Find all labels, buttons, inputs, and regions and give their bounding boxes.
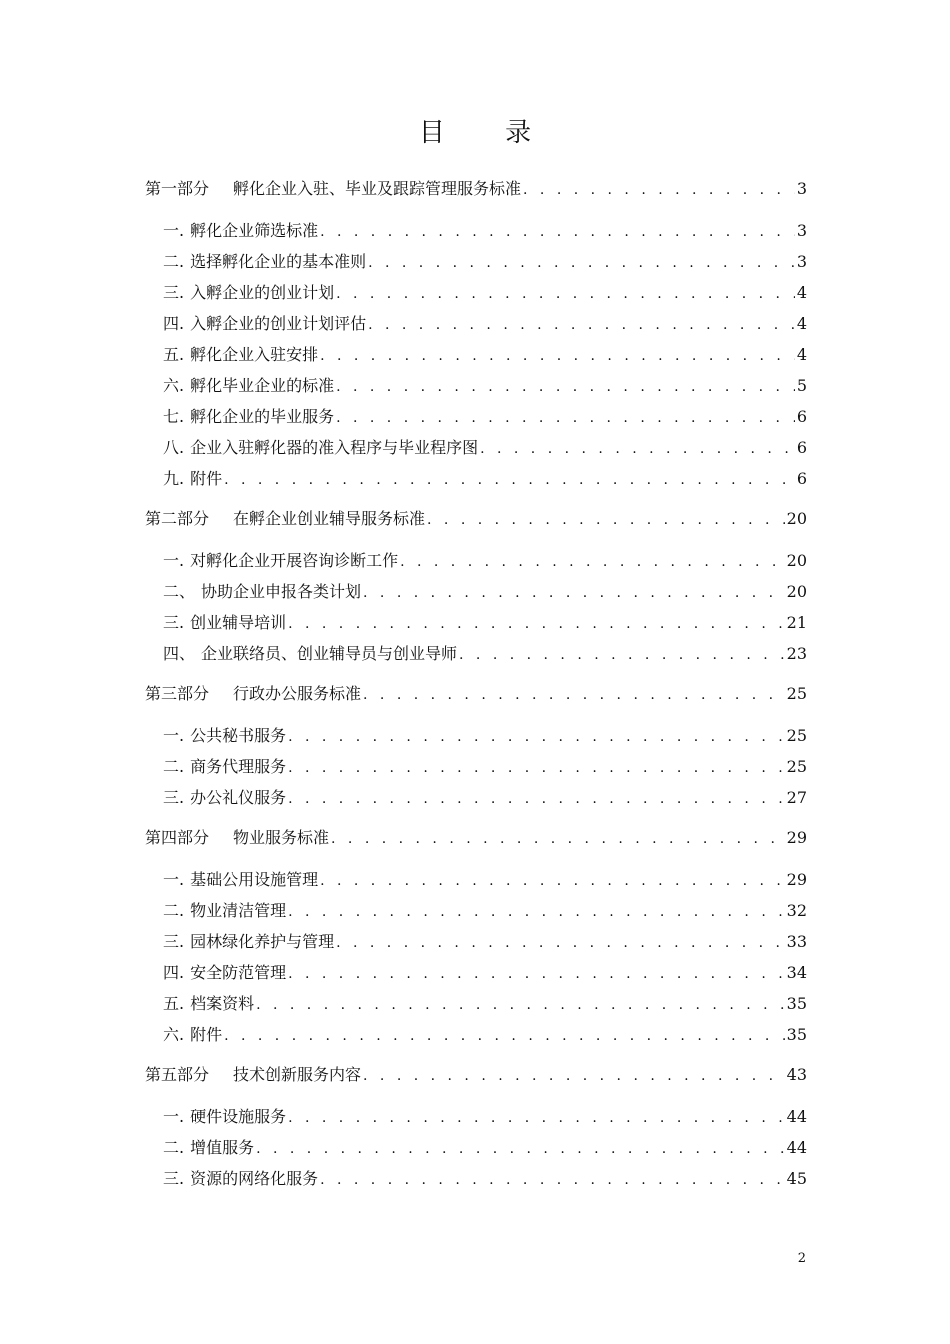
dot-leader bbox=[288, 1103, 785, 1134]
item-page-ref: 23 bbox=[786, 644, 807, 663]
toc-item-entry[interactable] bbox=[163, 339, 807, 370]
item-page-ref: 4 bbox=[796, 314, 807, 333]
part-title: 在孵企业创业辅导服务标准 bbox=[233, 509, 426, 528]
toc-item-entry[interactable] bbox=[163, 751, 807, 782]
toc-item-entry[interactable] bbox=[163, 246, 807, 277]
dot-leader bbox=[331, 823, 785, 855]
item-title: 硬件设施服务 bbox=[190, 1107, 287, 1126]
dot-leader bbox=[320, 341, 795, 372]
item-number: 三. bbox=[163, 613, 185, 632]
toc-item-entry[interactable] bbox=[163, 463, 807, 494]
item-title: 孵化企业入驻安排 bbox=[190, 345, 319, 364]
toc-item-entry[interactable] bbox=[163, 215, 807, 246]
item-title: 孵化企业的毕业服务 bbox=[190, 407, 335, 426]
dot-leader bbox=[368, 310, 795, 341]
item-number: 二. bbox=[163, 757, 185, 776]
toc-item-entry[interactable] bbox=[163, 607, 807, 638]
toc-item-entry[interactable] bbox=[163, 576, 807, 607]
dot-leader bbox=[363, 1060, 785, 1092]
item-number: 四. bbox=[163, 963, 185, 982]
item-number: 六. bbox=[163, 1025, 185, 1044]
item-number: 八. bbox=[163, 438, 185, 457]
item-title: 办公礼仪服务 bbox=[190, 788, 287, 807]
item-number: 三. bbox=[163, 1169, 185, 1188]
item-title: 商务代理服务 bbox=[190, 757, 287, 776]
dot-leader bbox=[320, 866, 785, 897]
item-page-ref: 29 bbox=[786, 870, 807, 889]
toc-item-entry[interactable] bbox=[163, 1101, 807, 1132]
toc-part-entry[interactable] bbox=[145, 822, 807, 854]
item-number: 一. bbox=[163, 726, 185, 745]
toc-item-entry[interactable] bbox=[163, 432, 807, 463]
item-page-ref: 4 bbox=[796, 283, 807, 302]
part-number: 第三部分 bbox=[145, 684, 210, 703]
dot-leader bbox=[256, 1134, 785, 1165]
item-page-ref: 6 bbox=[796, 438, 807, 457]
toc-item-entry[interactable] bbox=[163, 988, 807, 1019]
item-number: 一. bbox=[163, 870, 185, 889]
item-title: 档案资料 bbox=[190, 994, 255, 1013]
item-number: 五. bbox=[163, 345, 185, 364]
item-page-ref: 27 bbox=[786, 788, 807, 807]
item-page-ref: 25 bbox=[786, 726, 807, 745]
dot-leader bbox=[336, 403, 795, 434]
item-number: 一. bbox=[163, 1107, 185, 1126]
item-page-ref: 35 bbox=[786, 994, 807, 1013]
part-page-ref: 25 bbox=[786, 684, 807, 703]
item-page-ref: 44 bbox=[786, 1107, 807, 1126]
toc-item-entry[interactable] bbox=[163, 957, 807, 988]
item-page-ref: 3 bbox=[796, 221, 807, 240]
item-page-ref: 34 bbox=[786, 963, 807, 982]
dot-leader bbox=[288, 609, 785, 640]
toc-item-entry[interactable] bbox=[163, 638, 807, 669]
part-number: 第一部分 bbox=[145, 179, 210, 198]
part-title: 孵化企业入驻、毕业及跟踪管理服务标准 bbox=[233, 179, 522, 198]
dot-leader bbox=[400, 547, 785, 578]
item-title: 安全防范管理 bbox=[190, 963, 287, 982]
toc-item-entry[interactable] bbox=[163, 864, 807, 895]
item-title: 协助企业申报各类计划 bbox=[201, 582, 362, 601]
item-page-ref: 33 bbox=[786, 932, 807, 951]
item-page-ref: 6 bbox=[796, 469, 807, 488]
dot-leader bbox=[320, 1165, 785, 1196]
item-number: 五. bbox=[163, 994, 185, 1013]
item-number: 七. bbox=[163, 407, 185, 426]
dot-leader bbox=[288, 959, 785, 990]
item-number: 九. bbox=[163, 469, 185, 488]
toc-item-entry[interactable] bbox=[163, 1132, 807, 1163]
item-number: 二、 bbox=[163, 582, 196, 601]
toc-item-entry[interactable] bbox=[163, 277, 807, 308]
item-title: 企业入驻孵化器的准入程序与毕业程序图 bbox=[190, 438, 479, 457]
part-page-ref: 3 bbox=[796, 179, 807, 198]
dot-leader bbox=[320, 217, 795, 248]
toc-item-entry[interactable] bbox=[163, 370, 807, 401]
item-page-ref: 6 bbox=[796, 407, 807, 426]
dot-leader bbox=[288, 784, 785, 815]
toc-part-entry[interactable] bbox=[145, 678, 807, 710]
dot-leader bbox=[288, 753, 785, 784]
item-page-ref: 20 bbox=[786, 582, 807, 601]
dot-leader bbox=[256, 990, 785, 1021]
dot-leader bbox=[363, 578, 785, 609]
item-title: 资源的网络化服务 bbox=[190, 1169, 319, 1188]
toc-part-entry[interactable] bbox=[145, 503, 807, 535]
toc-item-entry[interactable] bbox=[163, 895, 807, 926]
dot-leader bbox=[336, 279, 795, 310]
item-page-ref: 21 bbox=[786, 613, 807, 632]
dot-leader bbox=[336, 372, 795, 403]
dot-leader bbox=[363, 679, 785, 711]
item-title: 孵化毕业企业的标准 bbox=[190, 376, 335, 395]
item-title: 增值服务 bbox=[190, 1138, 255, 1157]
part-title: 行政办公服务标准 bbox=[233, 684, 362, 703]
item-number: 一. bbox=[163, 551, 185, 570]
dot-leader bbox=[336, 928, 785, 959]
item-title: 入孵企业的创业计划 bbox=[190, 283, 335, 302]
part-number: 第四部分 bbox=[145, 828, 210, 847]
toc-item-entry[interactable] bbox=[163, 1163, 807, 1194]
item-number: 三. bbox=[163, 788, 185, 807]
toc-item-entry[interactable] bbox=[163, 308, 807, 339]
item-title: 公共秘书服务 bbox=[190, 726, 287, 745]
item-title: 园林绿化养护与管理 bbox=[190, 932, 335, 951]
toc-item-entry[interactable] bbox=[163, 545, 807, 576]
toc-item-entry[interactable] bbox=[163, 401, 807, 432]
dot-leader bbox=[480, 434, 795, 465]
item-page-ref: 32 bbox=[786, 901, 807, 920]
part-page-ref: 20 bbox=[786, 509, 807, 528]
item-title: 对孵化企业开展咨询诊断工作 bbox=[190, 551, 399, 570]
item-page-ref: 25 bbox=[786, 757, 807, 776]
item-title: 创业辅导培训 bbox=[190, 613, 287, 632]
part-title: 技术创新服务内容 bbox=[233, 1065, 362, 1084]
item-title: 企业联络员、创业辅导员与创业导师 bbox=[201, 644, 458, 663]
item-page-ref: 35 bbox=[786, 1025, 807, 1044]
part-number: 第五部分 bbox=[145, 1065, 210, 1084]
dot-leader bbox=[427, 504, 785, 536]
toc-item-entry[interactable] bbox=[163, 782, 807, 813]
dot-leader bbox=[288, 722, 785, 753]
item-title: 孵化企业筛选标准 bbox=[190, 221, 319, 240]
item-number: 二. bbox=[163, 252, 185, 271]
toc-item-entry[interactable] bbox=[163, 720, 807, 751]
part-page-ref: 29 bbox=[786, 828, 807, 847]
dot-leader bbox=[224, 1021, 785, 1052]
item-title: 基础公用设施管理 bbox=[190, 870, 319, 889]
toc-item-entry[interactable] bbox=[163, 926, 807, 957]
item-number: 六. bbox=[163, 376, 185, 395]
toc-item-entry[interactable] bbox=[163, 1019, 807, 1050]
item-page-ref: 5 bbox=[796, 376, 807, 395]
item-title: 附件 bbox=[190, 469, 223, 488]
dot-leader bbox=[224, 465, 795, 496]
dot-leader bbox=[288, 897, 785, 928]
item-number: 四. bbox=[163, 314, 185, 333]
item-number: 一. bbox=[163, 221, 185, 240]
dot-leader bbox=[523, 174, 795, 206]
item-title: 入孵企业的创业计划评估 bbox=[190, 314, 367, 333]
dot-leader bbox=[459, 640, 785, 671]
part-number: 第二部分 bbox=[145, 509, 210, 528]
item-number: 二. bbox=[163, 901, 185, 920]
item-page-ref: 3 bbox=[796, 252, 807, 271]
toc-part-entry[interactable] bbox=[145, 173, 807, 205]
item-number: 三. bbox=[163, 932, 185, 951]
part-title: 物业服务标准 bbox=[233, 828, 330, 847]
item-number: 三. bbox=[163, 283, 185, 302]
item-number: 二. bbox=[163, 1138, 185, 1157]
part-page-ref: 43 bbox=[786, 1065, 807, 1084]
item-title: 附件 bbox=[190, 1025, 223, 1044]
item-page-ref: 44 bbox=[786, 1138, 807, 1157]
item-page-ref: 20 bbox=[786, 551, 807, 570]
table-of-contents bbox=[0, 173, 950, 1194]
item-page-ref: 45 bbox=[786, 1169, 807, 1188]
toc-part-entry[interactable] bbox=[145, 1059, 807, 1091]
dot-leader bbox=[368, 248, 795, 279]
toc-title: 目 录 bbox=[418, 118, 558, 148]
item-number: 四、 bbox=[163, 644, 196, 663]
page-number: 2 bbox=[797, 1251, 806, 1266]
item-page-ref: 4 bbox=[796, 345, 807, 364]
item-title: 物业清洁管理 bbox=[190, 901, 287, 920]
item-title: 选择孵化企业的基本准则 bbox=[190, 252, 367, 271]
